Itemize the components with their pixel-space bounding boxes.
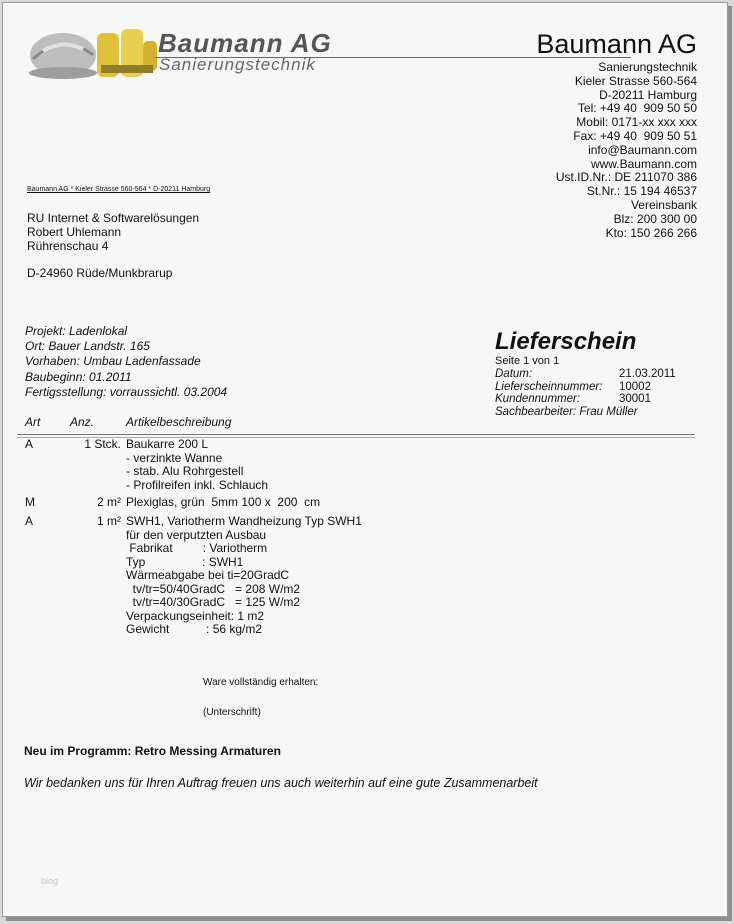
project-line: Vorhaben: Umbau Ladenfassade	[25, 354, 201, 369]
helmet-gloves-icon	[25, 25, 165, 85]
description-line: Fabrikat : Variotherm	[126, 541, 268, 555]
address-line: Sanierungstechnik	[598, 60, 697, 74]
watermark: blog	[41, 876, 59, 886]
column-header-art: Art	[25, 415, 41, 429]
logo-title: Baumann AG	[158, 28, 332, 58]
address-line: Blz: 200 300 00	[613, 211, 697, 226]
meta-label: Datum:	[495, 368, 533, 380]
item-art: M	[25, 495, 35, 509]
item-description	[126, 438, 268, 492]
item-quantity: 1 m²	[97, 514, 121, 528]
description-line: für den verputzten Ausbau	[126, 527, 267, 542]
address-line: Ust.ID.Nr.: DE 211070 386	[555, 170, 697, 185]
description-line: tv/tr=40/30GradC = 125 W/m2	[126, 595, 301, 609]
address-line: D-20211 Hamburg	[599, 87, 697, 102]
project-line: Ort: Bauer Landstr. 165	[25, 339, 150, 354]
description-line: Wärmeabgabe bei ti=20GradC	[126, 568, 290, 582]
recipient-line: RU Internet & Softwarelösungen	[27, 211, 200, 225]
table-rule	[17, 434, 695, 435]
page-number: Seite 1 von 1	[495, 355, 560, 367]
item-art: A	[25, 437, 34, 451]
project-line: Fertigsstellung: vorraussichtl. 03.2004	[25, 384, 228, 399]
description-line: SWH1, Variotherm Wandheizung Typ SWH1	[126, 514, 362, 528]
column-header-description: Artikelbeschreibung	[126, 415, 232, 429]
item-quantity: 2 m²	[97, 495, 121, 509]
description-line: Plexiglas, grün 5mm 100 x 200 cm	[126, 495, 321, 509]
description-line: - stab. Alu Rohrgestell	[126, 464, 244, 478]
description-line: - Profilreifen inkl. Schlauch	[126, 477, 269, 492]
project-line: Baubeginn: 01.2011	[25, 369, 132, 384]
sender-return-line: Baumann AG * Kieler Strasse 560-564 * D-20211 Hamburg	[27, 186, 211, 193]
address-line: Kto: 150 266 266	[605, 225, 697, 240]
logo-subtitle: Sanierungstechnik	[159, 55, 316, 74]
news-headline: Neu im Programm: Retro Messing Armaturen	[24, 744, 281, 758]
recipient-line: Rührenschau 4	[27, 238, 109, 253]
meta-label: Sachbearbeiter: Frau Müller	[495, 405, 638, 418]
company-name: Baumann AG	[536, 29, 697, 59]
meta-value: 30001	[619, 393, 651, 406]
description-line: tv/tr=50/40GradC = 208 W/m2	[126, 581, 301, 596]
meta-row-customer-number	[495, 393, 695, 406]
document-title: Lieferschein	[495, 328, 637, 355]
address-line: Mobil: 0171-xx xxx xxx	[576, 115, 697, 130]
description-line: Typ : SWH1	[126, 554, 244, 569]
address-line: Tel: +49 40 909 50 50	[577, 101, 697, 116]
meta-value: 21.03.2011	[619, 368, 676, 380]
closing-text: Wir bedanken uns für Ihren Auftrag freuen uns auch weiterhin auf eine gute Zusammenarbeit	[24, 776, 538, 790]
meta-value: 10002	[619, 380, 651, 393]
document-meta	[495, 368, 695, 418]
address-line: Vereinsbank	[630, 197, 697, 212]
document-page	[2, 2, 728, 917]
recipient-address	[27, 212, 199, 281]
company-address-block	[556, 61, 697, 240]
description-line: Baukarre 200 L	[126, 437, 209, 451]
meta-label: Lieferscheinnummer:	[495, 380, 603, 393]
description-line: Gewicht : 56 kg/m2	[126, 622, 263, 636]
address-line: info@Baumann.com	[588, 142, 697, 157]
item-description	[126, 496, 320, 510]
description-line: Verpackungseinheit: 1 m2	[126, 608, 265, 623]
receipt-label: Ware vollständig erhalten:	[203, 677, 319, 688]
column-header-anz: Anz.	[70, 415, 95, 429]
recipient-line: D-24960 Rüde/Munkbrarup	[27, 266, 173, 281]
project-info	[25, 324, 227, 400]
signature-label: (Unterschrift)	[203, 707, 261, 718]
meta-label: Kundennummer:	[495, 393, 581, 406]
meta-row-delivery-number	[495, 381, 695, 394]
address-line: Kieler Strasse 560-564	[574, 73, 697, 88]
address-line: St.Nr.: 15 194 46537	[586, 184, 697, 199]
item-description	[126, 515, 362, 637]
meta-row-date	[495, 368, 695, 381]
address-line: www.Baumann.com	[590, 156, 697, 171]
item-quantity: 1 Stck.	[84, 437, 121, 451]
meta-row-clerk	[495, 406, 695, 419]
project-line: Projekt: Ladenlokal	[25, 324, 128, 338]
address-line: Fax: +49 40 909 50 51	[573, 128, 697, 143]
recipient-line	[27, 253, 199, 267]
description-line: - verzinkte Wanne	[126, 450, 223, 465]
item-art: A	[25, 514, 34, 528]
recipient-line: Robert Uhlemann	[27, 224, 122, 239]
